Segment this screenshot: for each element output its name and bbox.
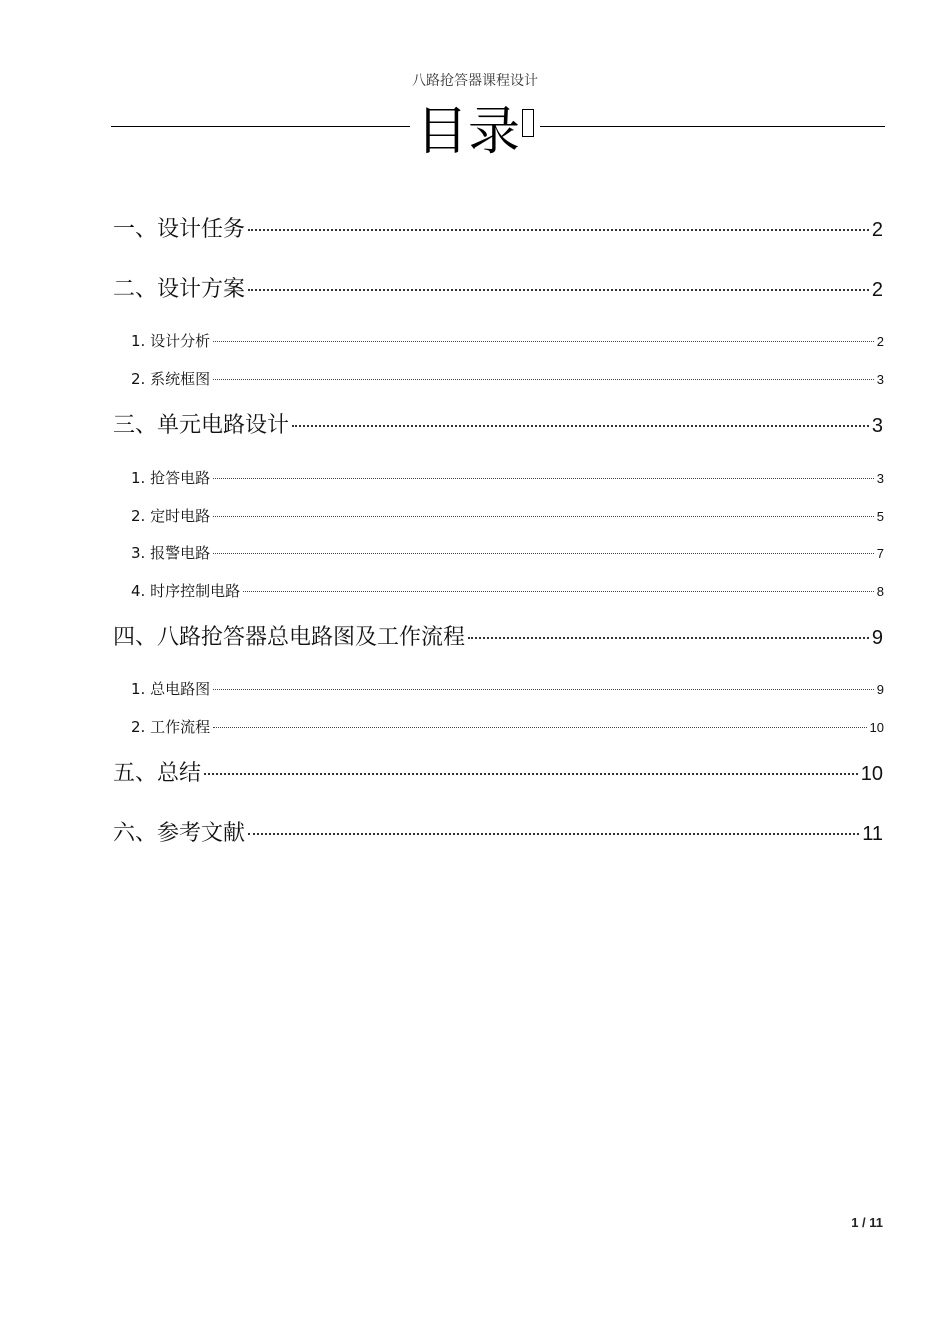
toc-entry-label: 2. 定时电路 [131, 507, 211, 525]
toc-entry-page: 10 [860, 763, 883, 785]
toc-title [0, 100, 950, 164]
toc-entry-label: 一、设计任务 [113, 217, 246, 242]
toc-entry-design-analysis[interactable] [0, 330, 950, 360]
toc-entry-page: 10 [869, 720, 884, 735]
dot-leader [204, 773, 858, 775]
toc-entry-label: 1. 总电路图 [131, 680, 211, 698]
toc-entry-page: 7 [876, 546, 884, 561]
missing-glyph-box-icon [522, 109, 534, 137]
toc-entry-page: 8 [876, 584, 884, 599]
toc-entry-total-circuit[interactable] [0, 678, 950, 708]
toc-entry-workflow[interactable] [0, 716, 950, 746]
toc-entry-label: 四、八路抢答器总电路图及工作流程 [113, 625, 466, 650]
toc-entry-page: 2 [871, 219, 883, 241]
toc-entry-alarm-circuit[interactable] [0, 542, 950, 572]
toc-entry-label: 2. 系统框图 [131, 370, 211, 388]
dot-leader [248, 833, 859, 835]
dot-leader [213, 727, 866, 728]
toc-entry-timing-control-circuit[interactable] [0, 580, 950, 610]
toc-entry-page: 11 [862, 823, 883, 845]
dot-leader [213, 553, 874, 554]
toc-entry-label: 1. 抢答电路 [131, 469, 211, 487]
dot-leader [213, 689, 874, 690]
toc-entry-design-task[interactable] [0, 212, 950, 242]
toc-entry-page: 3 [871, 415, 883, 437]
toc-entry-page: 2 [871, 279, 883, 301]
dot-leader [213, 478, 874, 479]
toc-entry-label: 1. 设计分析 [131, 332, 211, 350]
dot-leader [243, 591, 874, 592]
toc-entry-total-circuit-and-workflow[interactable] [0, 620, 950, 650]
toc-entry-summary[interactable] [0, 756, 950, 786]
toc-entry-label: 2. 工作流程 [131, 718, 211, 736]
toc-entry-design-plan[interactable] [0, 272, 950, 302]
toc-entry-system-diagram[interactable] [0, 368, 950, 398]
dot-leader [248, 229, 869, 231]
running-header: 八路抢答器课程设计 [412, 73, 538, 89]
page-indicator: 1 / 11 [851, 1215, 883, 1230]
toc-entry-label: 3. 报警电路 [131, 544, 211, 562]
dot-leader [292, 425, 869, 427]
toc-entry-page: 3 [876, 372, 884, 387]
dot-leader [213, 516, 874, 517]
toc-entry-references[interactable] [0, 816, 950, 846]
toc-entry-timer-circuit[interactable] [0, 505, 950, 535]
toc-entry-label: 五、总结 [113, 761, 202, 786]
toc-entry-answer-circuit[interactable] [0, 467, 950, 497]
toc-entry-label: 三、单元电路设计 [113, 413, 290, 438]
toc-title-text: 目录 [415, 102, 520, 162]
dot-leader [213, 341, 874, 342]
toc-entry-page: 5 [876, 509, 884, 524]
dot-leader [248, 289, 869, 291]
toc-entry-page: 9 [876, 682, 884, 697]
dot-leader [468, 637, 869, 639]
toc-entry-label: 4. 时序控制电路 [131, 582, 241, 600]
toc-entry-label: 二、设计方案 [113, 277, 246, 302]
toc-entry-label: 六、参考文献 [113, 821, 246, 846]
toc-entry-unit-circuit-design[interactable] [0, 408, 950, 438]
toc-entry-page: 9 [871, 627, 883, 649]
dot-leader [213, 379, 874, 380]
toc-entry-page: 3 [876, 471, 884, 486]
toc-entry-page: 2 [876, 334, 884, 349]
